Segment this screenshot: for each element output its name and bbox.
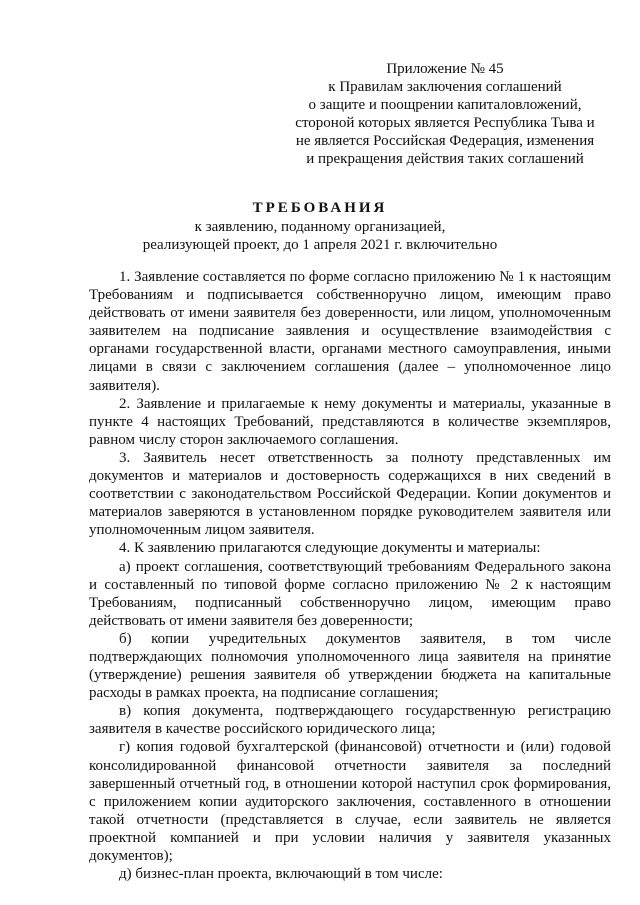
document-body xyxy=(89,268,611,883)
paragraph-2: 2. Заявление и прилагаемые к нему документы и материалы, указанные в пункте 4 настоящих Требований, представляются в количестве экземпляров, равном числу сторон заключаемого соглашения. xyxy=(89,395,611,448)
appendix-line: о защите и поощрении капиталовложений, xyxy=(308,97,582,113)
subtitle-line: к заявлению, поданному организацией, xyxy=(194,219,446,235)
subtitle-line: реализующей проект, до 1 апреля 2021 г. включительно xyxy=(142,237,498,253)
appendix-line: Приложение № 45 xyxy=(386,61,504,77)
appendix-line: и прекращения действия таких соглашений xyxy=(306,151,584,167)
document-title: ТРЕБОВАНИЯ xyxy=(252,200,388,216)
appendix-line: к Правилам заключения соглашений xyxy=(328,79,562,95)
document-subtitle xyxy=(0,218,640,254)
paragraph-4d: д) бизнес-план проекта, включающий в том числе: xyxy=(119,866,443,883)
paragraph-4: 4. К заявлению прилагаются следующие документы и материалы: xyxy=(119,540,541,557)
paragraph-4b: б) копии учредительных документов заявителя, в том числе подтверждающих полномочия уполномоченного лица заявителя на принятие (утверждение) решения заявителя об утверждении бюджета на капитальные расходы в рамках проекта, на подписание соглашения; xyxy=(89,630,611,702)
paragraph-4v: в) копия документа, подтверждающего государственную регистрацию заявителя в качестве российского юридического лица; xyxy=(89,703,611,738)
appendix-header xyxy=(280,60,610,168)
paragraph-4g: г) копия годовой бухгалтерской (финансовой) отчетности и (или) годовой консолидированной финансовой отчетности заявителя за последний завершенный отчетный год, в отношении которой наступил срок формирования, с приложением копии аудиторского заключения, составленного в отношении такой отчетности (представляется в случае, если заявитель не является проектной компанией и при условии наличия у заявителя указанных документов); xyxy=(89,739,611,864)
paragraph-4a: а) проект соглашения, соответствующий требованиям Федерального закона и составленный по типовой форме согласно приложению № 2 к настоящим Требованиям, подписанный собственноручно лицом, имеющим право действовать от имени заявителя без доверенности; xyxy=(89,558,611,629)
appendix-line: стороной которых является Республика Тыва и xyxy=(295,115,595,131)
paragraph-3: 3. Заявитель несет ответственность за полноту представленных им документов и материалов и достоверность содержащихся в них сведений в соответствии с законодательством Российской Федерации. Копии документов и материалов заверяются в установленном порядке руководителем заявителя или уполномоченным лицом заявителя. xyxy=(89,449,611,539)
paragraph-1: 1. Заявление составляется по форме согласно приложению № 1 к настоящим Требованиям и подписывается собственноручно лицом, имеющим право действовать от имени заявителя без доверенности, или лицом, уполномоченным заявителем на подписание заявления и осуществление взаимодействия с органами государственной власти, органами местного самоуправления, иными лицами в связи с заключением соглашения (далее – уполномоченное лицо заявителя). xyxy=(89,269,611,394)
appendix-line: не является Российская Федерация, изменения xyxy=(295,133,595,149)
